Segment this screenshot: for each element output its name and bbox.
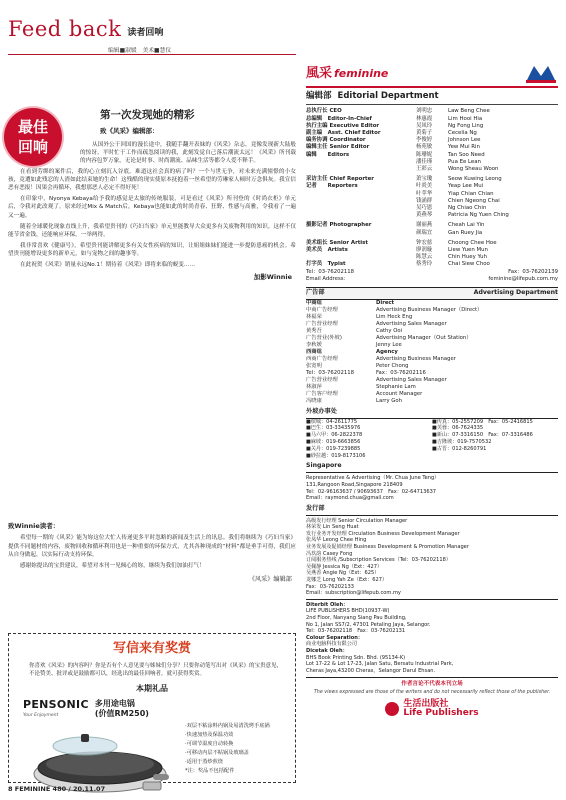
promo-brand-row [17,697,287,719]
ad-role-cn: 中商广告经理 [306,306,338,313]
circulation-line: 龙娜芝 Long Yah Ze（Ext：627） [306,577,388,584]
staff-row [306,152,558,159]
ad-role-cn: 广告营业经理 [306,376,338,383]
staff-role: 编辑 Editors [306,151,350,158]
staff-role: 编辑主任 Senior Editor [306,144,370,151]
staff-name-cn: 陈慧云 [416,254,433,261]
staff-row [306,230,558,237]
ad-dept-en: Advertising Department [473,288,558,296]
circulation-line: 林荣发 Lin Seng Huat [306,524,359,531]
ad-role-cn: 西商组 [306,348,322,355]
staff-name-cn: 谢丽燕 [416,222,433,229]
staff-name-cn: 钱涌群 [416,197,433,204]
singapore-email[interactable]: Email：raymond.chua@gmail.com [306,495,394,502]
staff-name-en: Cheah Lai Yin [448,222,485,229]
ad-role-cn: 广告营业经理 [306,320,338,327]
staff-name-en: Seow Kuwing Leong [448,176,502,183]
staff-role: 摄影记者 Photographer [306,222,372,229]
editorial-contact [306,269,558,283]
editor-reply [8,522,296,585]
staff-role: 记者 Reporters [306,183,358,190]
staff-name-cn: 叶炎美 [416,183,433,190]
staff-name-en: Ng Fong Ling [448,122,484,129]
publisher-line: No 1, Jalan SS7/2, 47301 Petaling Jaya, Selangor. [306,621,431,628]
singapore-heading: Singapore [306,462,558,473]
office-line: ■砂拉越：019-8173106 [306,452,366,459]
staff-row [306,123,558,130]
masthead-column [306,58,558,718]
staff-name-cn: 廖润璇 [416,246,433,253]
staff-name-en: Tan Soo Need [448,151,485,158]
staff-name-cn: 叶苹华 [416,190,433,197]
ad-role-cn: 广告营业(外坡) [306,334,342,341]
dept-en: Editorial Department [337,91,439,101]
staff-name-en: Lim Hooi Hia [448,115,483,122]
reader-letter [8,108,296,283]
ad-role-en: Peter Chong [376,362,409,369]
promo-gift-heading: 本期礼品 [136,683,168,693]
staff-name-en: Yew Mui Rin [448,144,480,151]
ad-role-en: Advertising Business Manager [376,355,456,362]
staff-row [306,166,558,173]
letter-paragraph: 在印象中，Nyonya Kebaya给予我的感觉是太旅的传统服装，可是看过《风采》所刊登的《时尚衣柜》单元后，令我对此改观了。原来经过Mix & Match后，Kebaya也能如此的时尚青春、狂野、性感与高雅，令我看了一遍又一遍。 [8,196,296,219]
staff-role: 副主编 Asst. Chief Editor [306,129,381,136]
masthead [306,58,558,84]
prize-promo-box [8,633,296,783]
staff-role [306,159,416,166]
letter-paragraph: 在看到劳绑的案件后，我的心立刻沉入谷底。难道这社会真的病了吗？一个与世无争，对未来充满憧憬的小女孩，竟遭如此残忍的人渣如此结束她的生命！这残酷的现实使原本抚抱着一丝希望的劳琳家人顿时万念俱灰。我宣信恶有恶报！因果会再循环，我想那恶人必定不得好死！ [8,168,296,192]
editorial-staff-list [306,108,558,282]
badge-line-2: 回响 [17,138,48,156]
singapore-details [306,475,558,501]
letter-paragraph: 在此祝贺《风采》销量永远No.1！期待着《风采》即将来临的蜕变…… [20,262,196,269]
letter-paragraph: 从国外公干回国的漫长途中，我随手翻开表妹的《风采》杂志，竟像发现新大陆般的惊讶。平时忙于工作而疏忽阅读的我，此刻发觉自己落后潮流太远！《风采》所刊载的内容包罗万象，无论是时事、时尚潮流、品味生活等都令人爱不释手。 [80,141,296,164]
office-line: ■古晋：012-8260791 [432,445,487,452]
publisher-name-en: Life Publishers [403,708,479,719]
singapore-line: Tel：02-96163637 / 90693637 Fax：02-64713637 [306,488,437,495]
reply-signature: 《风采》编辑部 [248,575,292,583]
letter-signature: 加影Winnie [253,273,292,282]
ad-role-en: Lim Heck Eng [376,313,413,320]
feedback-title: Feed back [8,16,122,41]
publisher-mark-icon [385,702,399,716]
feature-item: ·可调节温度自动转换 [185,740,234,747]
staff-row [306,222,558,229]
ad-dept-cn: 广告部 [306,288,325,296]
office-line: ■关丹：019-7239885 [306,445,361,452]
staff-name-cn: 陈珊妮 [416,151,433,158]
ad-role-cn: 广告客户经理 [306,390,338,397]
publisher-line: Cheras Jaya,43200 Cheras，Selangor Darul Ehsan. [306,667,436,674]
feedback-subtitle: 读者回响 [127,27,164,38]
office-line: ■新山：07-3316150 Fax：07-3316486 [432,432,533,439]
feature-item: ·双层不粘涂料内锅及易清洗烤手底锅 [185,722,270,729]
staff-role: 美术员 Artists [306,246,348,253]
publisher-line: Colour Separation： [306,634,363,641]
publisher-logo [306,700,558,718]
staff-name-cn: 萧宝瓊 [416,176,433,183]
feedback-header [8,14,296,44]
ad-role-en: Agency [376,348,398,355]
ad-role-en: Stephanie Lam [376,383,416,390]
publisher-line: Lot 17-22 & Lot 17-23, Jalan Satu, Bersatu Industrial Park, [306,661,454,668]
brand-tagline: Your Enjoyment [23,713,59,719]
staff-name-cn: 钟宏慈 [416,239,433,246]
staff-name-en: Wong Sheau Woon [448,165,499,172]
staff-name-cn: 刘明忠 [416,108,433,115]
staff-name-cn: 潘佳瑾 [416,158,433,165]
offices-list [306,419,558,460]
feature-note: *注：奖品不包括配件 [185,767,235,774]
ad-role-cn: 中商组 [306,299,322,306]
publisher-line: Diterbit Oleh： [306,601,349,608]
reply-paragraph: 希望每一期的《风采》能为妳这位大忙人传递更多平时忽略的新闻及生活上的讯息。我们将继续为《巧妇当家》提供不同题材的内容，废物回收和循环利用也是一种重要的环保方式，尤其各种现成的“材料”都是垂手可得，我们应从自身做起，以实际行动支持环保。 [8,535,296,558]
staff-row [306,183,558,190]
staff-role: 执行主编 Executive Editor [306,122,380,129]
staff-name-cn: 杨苑敏 [416,144,433,151]
publisher-name [403,700,478,718]
office-line [432,453,558,460]
staff-role: 编务协调 Coordinator [306,137,366,144]
ad-role-cn: 林淑萍 [306,383,322,390]
staff-role [306,212,416,219]
letter-salutation: 致《风采》编辑部： [100,127,159,136]
publisher-name-cn: 生活出版社 [403,699,449,710]
offices-heading: 外坡办事处 [306,408,558,419]
office-line: ■槟城：04-2611775 [306,418,358,425]
ad-role-cn: 冯晓康 [306,397,322,404]
staff-row [306,240,558,247]
publisher-line: 2nd Floor, Nanyang Siang Pau Building, [306,614,407,621]
staff-name-cn: 蔡秀玲 [416,261,433,268]
staff-row [306,205,558,212]
ad-role-en: Advertising Sales Manager [376,320,447,327]
staff-name-en: Yiap Chian Chian [448,190,494,197]
staff-role [306,166,416,173]
ad-role-en: Advertising Manager（Out Station） [376,334,472,341]
circulation-heading: 发行部 [306,505,558,516]
office-line: ■巴生：03-33435976 [306,425,361,432]
promo-title: 写信来有奖赏 [112,641,191,656]
staff-role [306,198,416,205]
ad-role-en: Cathy Ooi [376,327,403,334]
staff-name-en: Patricia Ng Yuen Ching [448,212,509,219]
staff-role [306,230,416,237]
staff-name-en: Chai Siew Choo [448,261,490,268]
publisher-line: 商业电脑科技有限公司 [306,641,357,648]
product-name: 多用途电锅 [94,698,135,708]
ad-role-cn: 黄秀吾 [306,327,322,334]
ad-role-en: Advertising Business Manager（Direct） [376,306,483,313]
staff-name-en: Yeap Lee Mui [448,183,484,190]
logo-cn: 風采 [306,66,333,82]
disclaimer-en: The views expressed are those of the writers and do not necessarily reflect those of the publisher. [313,690,551,696]
product-features [185,722,295,776]
staff-row [306,261,558,268]
header-rule [8,54,296,55]
circulation-line: Fax：03-76202133 [306,583,354,590]
ad-role-en: Direct [376,299,395,306]
circulation-line: 冯玖韵 Casey Fong [306,550,353,557]
staff-name-en: Chien Ngeong Chai [448,197,500,204]
staff-name-en: Law Beng Chee [448,108,490,115]
product-value: (价值RM250) [94,708,149,718]
brand-block [23,697,89,719]
brand-logo: PENSONIC [23,698,89,712]
staff-role [306,191,416,198]
staff-row [306,159,558,166]
feedback-credits: 编辑■淑媛 美术■慧仪 [108,48,172,54]
editorial-fax: Fax：03-76202139 [508,268,558,275]
staff-name-en: Chin Huey Yuh [448,254,488,261]
staff-name-cn: 吴巧恩 [416,204,433,211]
page-footer: 8 FEMININE 480 / 20.11.07 [8,785,106,793]
letter-heading: 第一次发现她的精彩 [100,109,195,121]
ad-role-cn: 张宽明 [306,362,322,369]
staff-row [306,247,558,254]
editorial-tel: Tel：03-76202118 [306,268,354,275]
ad-role-en: Account Manager [376,390,423,397]
circulation-line: 高级发行经理 Senior Circulation Manager [306,517,408,524]
promo-description: 你喜欢《风采》的内容吗？你是否有个人意见要与姊妹们分享？只要你动笔写出对《风采》的宝贵意见，不论赞美、批评或是鼓励都可以，经选出的最佳回响者，就可获得奖赏。 [29,662,283,677]
feature-item: ·适用于蒸炒煎烧 [185,758,223,765]
staff-name-cn: 李俊婷 [416,137,433,144]
disclaimer-cn: 作者言论不代表本刊立场 [306,677,558,688]
publisher-details [306,599,558,675]
ad-role-cn: 李秋媛 [306,341,322,348]
publisher-line: Tel：03-76202118 Fax：03-76202131 [306,628,406,635]
ad-tel: Tel：03-76202118 [306,369,354,376]
staff-name-cn: 黄菊子 [416,129,433,136]
feature-item: ·可移动内层不粘锅及玻璃盖 [185,749,249,756]
publisher-line: Dicetak Oleh： [306,647,348,654]
ad-role-cn: 西商广告经理 [306,355,338,362]
circulation-details [306,518,558,597]
badge-line-1: 最佳 [17,118,48,136]
office-line: ■麻坡：019-6663856 [306,438,361,445]
staff-role: 美术组长 Senior Artist [306,239,368,246]
staff-name-cn: 颜瑞宜 [416,229,433,236]
editorial-email[interactable]: feminine@lifepub.com.my [488,275,558,282]
staff-role: 总编辑 Editor-In-Chief [306,115,372,122]
masthead-logo [306,65,388,84]
staff-name-cn: 林惠霞 [416,115,433,122]
logo-en: feminine [334,67,389,81]
feature-item: ·快速加热及保温功效 [185,731,234,738]
reply-salutation: 致Winnie读者： [8,522,60,530]
circulation-line: 张凤华 Leong Chee Hing [306,537,367,544]
staff-role [306,205,416,212]
reply-paragraph: 感谢妳提出的宝贵建议，希望对本刊一见倾心的妳，继续为我们加油打气！ [20,562,205,569]
circulation-line: 订阅服务热线 /Subscription Services（Tel：03-76202118） [306,557,451,564]
staff-name-en: Johnson Lee [448,137,481,144]
ad-fax: Fax：03-76202116 [376,369,426,376]
publisher-line: LIFE PUBLISHERS BHD(10937-W) [306,608,390,615]
letter-paragraph: 随着全球暖化现象直线上升，我希望贵刊的《巧妇当家》单元里能教导大众更多有关废物利用的知识。这样不仅能节省金钱，还能响应环保，一举两得。 [8,223,296,238]
staff-name-en: Ng Chiao Chin [448,204,487,211]
staff-name-en: Cecelia Ng [448,129,477,136]
staff-name-en: Gan Ruey Jia [448,229,483,236]
staff-row [306,212,558,219]
staff-name-cn: 王彩云 [416,165,433,172]
singapore-line: Representative & Advertising（Mr. Chua June Teng） [306,475,440,482]
ad-role-en: Jenny Lee [376,341,402,348]
staff-role: 打字员 Typist [306,261,346,268]
staff-name-en: Pua Ee Lean [448,158,481,165]
staff-row [306,108,558,115]
circulation-email[interactable]: Email：subscription@lifepub.com.my [306,590,401,597]
office-line: ■吉隆坡：019-7570532 [432,438,492,445]
department-band [306,86,558,105]
singapore-line: 131,Rangoon Road,Singapore 218409 [306,481,403,488]
product-block [95,699,149,719]
publisher-association-icon [524,62,558,84]
circulation-line: 吴燕香 Angie Ng（Ext：625） [306,570,380,577]
ad-role-en: Larry Goh [376,397,402,404]
staff-name-en: Choong Chee Hoe [448,239,497,246]
ad-role-cn: 林福荣 [306,313,322,320]
staff-role: 总执行长 CEO [306,108,342,115]
staff-name-cn: 吴凤玲 [416,122,433,129]
advertising-band [306,287,558,300]
office-line: ■马六甲：06-2822378 [306,432,363,439]
office-line: ■芙蓉：06-7624335 [432,425,484,432]
staff-row [306,198,558,205]
ad-role-en: Advertising Sales Manager [376,376,447,383]
advertising-list [306,300,558,405]
staff-name-cn: 黄燕琴 [416,212,433,219]
staff-role: 采访主任 Chief Reporter [306,176,374,183]
office-line: ■传真：05-2557209 Fax：05-2416815 [432,418,533,425]
staff-row [306,116,558,123]
letter-paragraph: 我非常喜欢《健康号》，希望贵刊能讲解更多有关女性疾病的知识，让姐姐妹妹们能进一步提防患癌的机会。希望贵刊能增设更多的新单元，如与宠物之间的趣事等。 [8,242,296,257]
circulation-line: 业务发展及促销经理 Business Development & Promotion Manager [306,544,469,551]
staff-row [306,191,558,198]
publisher-line: BHS Book Printing Sdn. Bhd. (95134-K) [306,654,406,661]
staff-name-en: Liew Yuen Mun [448,246,488,253]
dept-cn: 编辑部 [306,91,332,101]
circulation-line: 吴佩静 Jessica Ng（Ext：427） [306,563,383,570]
staff-row [306,144,558,151]
editorial-email-label: Email Address： [306,275,349,282]
circulation-line: 发行业务开发经理 Circulation Business Development Manager [306,530,460,537]
